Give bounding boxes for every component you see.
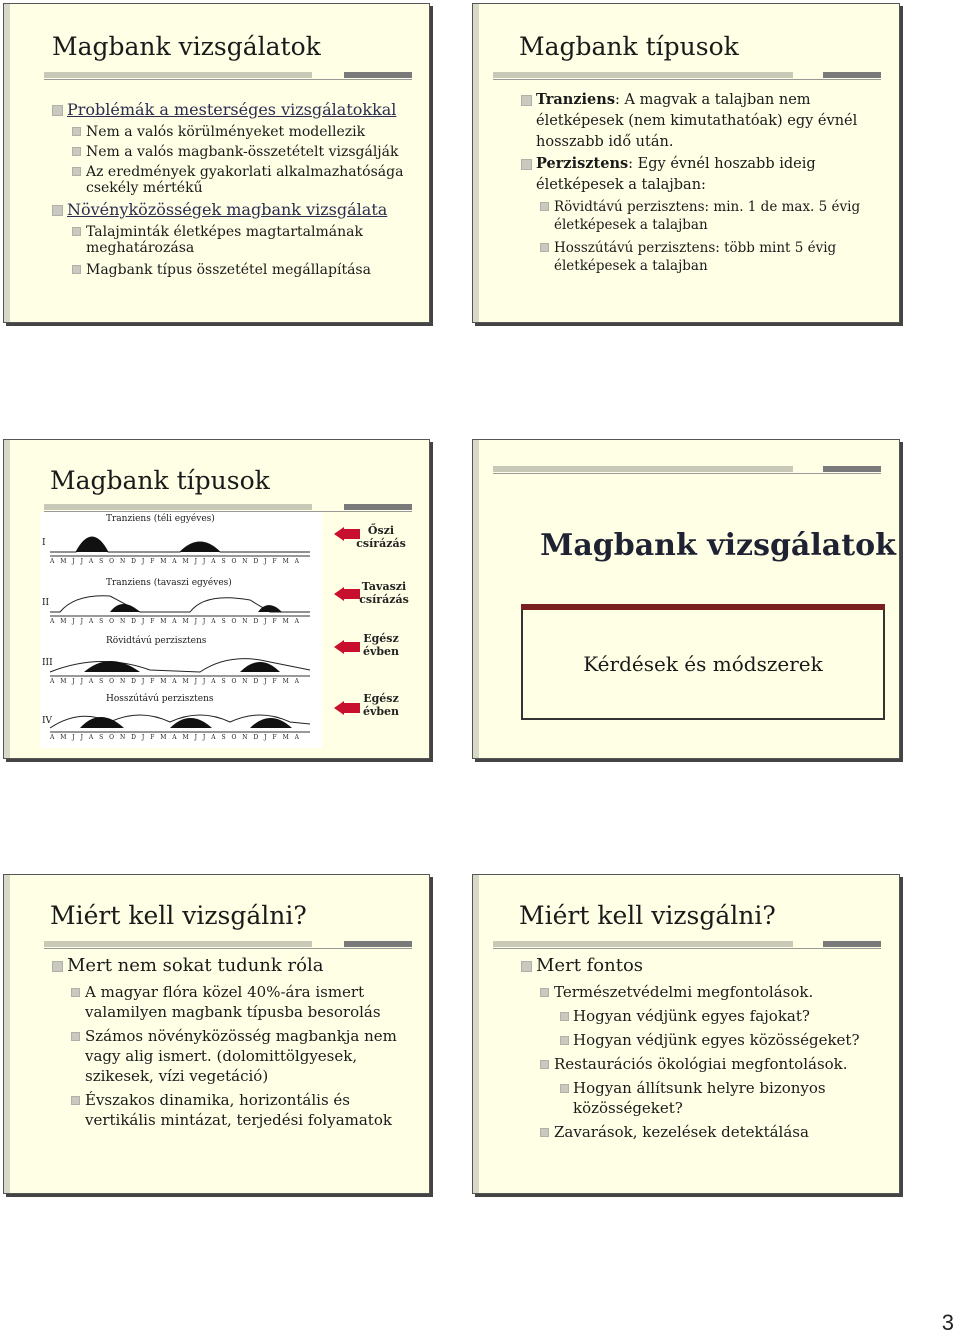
frame-header-bar — [521, 604, 885, 610]
season-label-3: Egész évben — [362, 632, 400, 658]
page-number: 3 — [941, 1310, 954, 1335]
slide-magbank-tipusok-diagram — [3, 439, 430, 759]
term-tranziens: Tranziens — [536, 91, 615, 108]
slide-side-stripe — [473, 4, 479, 322]
panel-numeral-I: I — [42, 538, 46, 548]
month-axis-II: A M J J A S O N D J F M A M J J A S O N D J F M A — [50, 618, 301, 625]
panel-II — [50, 596, 310, 616]
month-axis-IV: A M J J A S O N D J F M A M J J A S O N D J F M A — [50, 734, 301, 741]
slide-side-stripe — [4, 440, 10, 758]
panel-numeral-III: III — [42, 658, 53, 668]
panel-label-IV: Hosszútávú perzisztens — [106, 694, 214, 704]
title-underline-decoration — [493, 70, 881, 80]
slide-title: Magbank vizsgálatok — [52, 32, 321, 61]
panel-IV — [50, 715, 310, 732]
season-label-1: Őszi csírázás — [356, 524, 406, 550]
subtitle-frame — [521, 608, 885, 720]
month-axis-I: A M J J A S O N D J F M A M J J A S O N D J F M A — [50, 558, 301, 565]
slide-title: Miért kell vizsgálni? — [50, 901, 307, 930]
season-label-2: Tavaszi csírázás — [359, 580, 409, 606]
section-subtitle: Kérdések és módszerek — [583, 652, 823, 676]
title-underline-decoration — [44, 939, 412, 949]
title-underline-decoration — [493, 939, 881, 949]
section-title: Magbank vizsgálatok — [540, 528, 896, 563]
title-underline-decoration — [44, 502, 412, 512]
seed-bank-curves — [40, 512, 322, 748]
slide-title: Miért kell vizsgálni? — [519, 901, 776, 930]
panel-III — [50, 659, 310, 676]
panel-I — [50, 537, 310, 556]
term-perzisztens: Perzisztens — [536, 155, 629, 172]
slide-title: Magbank típusok — [519, 32, 739, 61]
slide-side-stripe — [473, 875, 479, 1193]
top-decoration — [493, 464, 881, 474]
month-axis-III: A M J J A S O N D J F M A M J J A S O N D J F M A — [50, 678, 301, 685]
slide-magbank-vizsgalatok: Magbank vizsgálatok Problémák a mesterséges vizsgálatokkal Nem a valós körülményeket modellezik Nem a valós magbank-összetételt vizsgálják Az eredmények gyakorlati alkalmazhatósága csekély mértékű Növényközösségek magbank vizsgálata Talajminták életképes magtartalmának meghatározása Magbank típus összetétel megállapítása — [3, 3, 430, 323]
tranziens-def: : A magvak a talajban nem — [615, 92, 811, 108]
panel-numeral-II: II — [42, 598, 50, 608]
slide-side-stripe — [4, 4, 10, 322]
slide-section-title — [472, 439, 900, 759]
season-label-4: Egész évben — [362, 692, 400, 718]
panel-numeral-IV: IV — [42, 716, 53, 726]
slide-miert-kell-1: Miért kell vizsgálni? Mert nem sokat tudunk róla A magyar flóra közel 40%-ára ismert valamilyen magbank típusba besorolás Számos növényközösség magbankja nem vagy alig ismert. (dolomittölgyesek, szikesek, vízi vegetáció) Évszakos dinamika, horizontális és vertikális mintázat, terjedési folyamatok — [3, 874, 430, 1194]
slide-side-stripe — [473, 440, 479, 758]
perzisztens-def: : Egy évnél hoszabb ideig — [628, 156, 816, 172]
slide-side-stripe — [4, 875, 10, 1193]
panel-label-I: Tranziens (téli egyéves) — [106, 514, 215, 524]
panel-label-III: Rövidtávú perzisztens — [106, 636, 207, 646]
slide-magbank-tipusok: Magbank típusok Tranziens: A magvak a talajban nem életképesek (nem kimutathatóak) egy évnél hosszabb idő után. Perzisztens: Egy évnél hoszabb ideig életképesek a talajban: Rövidtávú perzisztens: min. 1 de max. 5 évig életképesek a talajban Hosszútávú perzisztens: több mint 5 évig életképesek a talajban — [472, 3, 900, 323]
slide-title: Magbank típusok — [50, 466, 270, 495]
panel-label-II: Tranziens (tavaszi egyéves) — [106, 578, 232, 588]
title-underline-decoration — [44, 70, 412, 80]
slide-miert-kell-2: Miért kell vizsgálni? Mert fontos Természetvédelmi megfontolások. Hogyan védjünk egyes fajokat? Hogyan védjünk egyes közösségeket? Restaurációs ökológiai megfontolások. Hogyan állítsunk helyre bizonyos közösségeket? Zavarások, kezelések detektálása — [472, 874, 900, 1194]
seed-bank-type-figure — [40, 512, 322, 748]
